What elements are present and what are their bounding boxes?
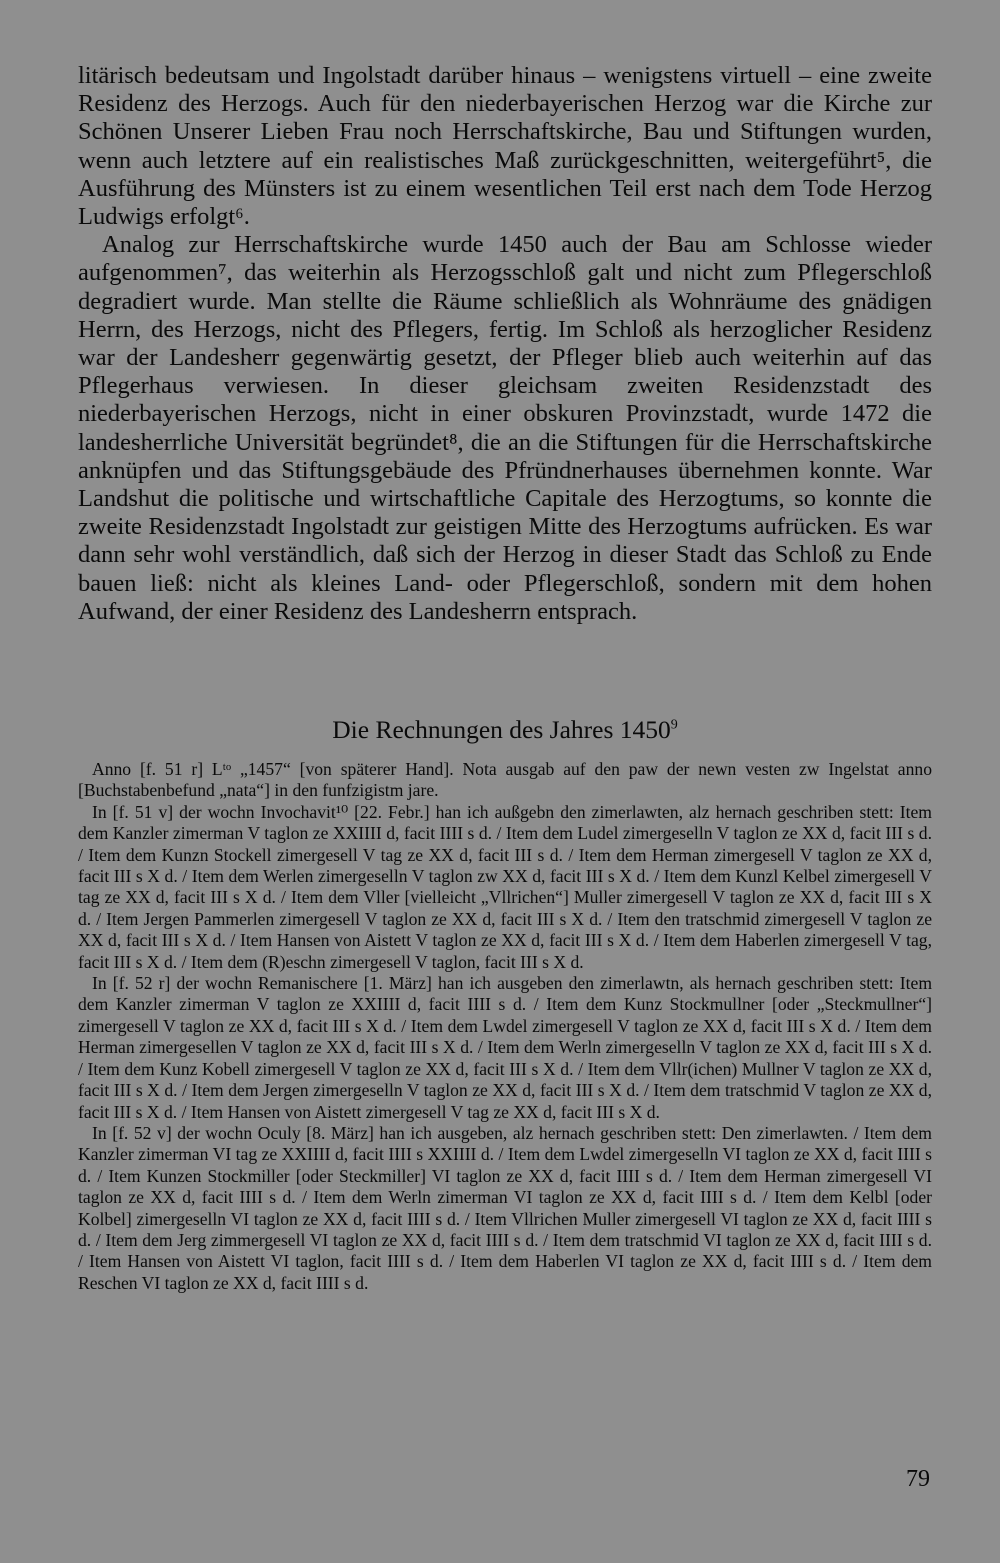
body-paragraph: litärisch bedeutsam und Ingolstadt darüber hinaus – wenigstens virtuell – eine zweite Residenz des Herzogs. Auch für den niederbayerischen Herzog war die Kirche zur Schönen Unserer Lieben Frau noch Herrschaftskirche, Bau und Stiftungen wurden, wenn auch letztere auf ein realistisches Maß zurückgeschnitten, weitergeführt⁵, die Ausführung des Münsters ist zu einem wesentlichen Teil erst nach dem Tode Herzog Ludwigs erfolgt⁶. bbox=[78, 62, 932, 231]
transcription-paragraph: In [f. 52 r] der wochn Remanischere [1. März] han ich ausgeben den zimerlawtn, als hernach geschriben stett: Item dem Kanzler zimerman V taglon ze XXIIII d, facit IIII s d. / Item dem Kunz Stockmullner [oder „Steckmullner“] zimergesell V taglon ze XX d, facit III s X d. / Item dem Lwdel zimergesell V taglon ze XX d, facit III s X d. / Item dem Herman zimergesellen V taglon ze XX d, facit III s X d. / Item dem Werln zimergeselln V taglon ze XX d, facit III s X d. / Item dem Kunz Kobell zimergesell V taglon ze XX d, facit III s X d. / Item dem Vllr(ichen) Mullner V taglon ze XX d, facit III s X d. / Item dem Jergen zimergeselln V taglon ze XX d, facit III s X d. / Item dem tratschmid V taglon ze XX d, facit III s X d. / Item Hansen von Aistett zimergesell V tag ze XX d, facit III s X d. bbox=[78, 973, 932, 1122]
body-text bbox=[78, 62, 932, 626]
transcription-paragraph: In [f. 51 v] der wochn Invochavit¹⁰ [22. Febr.] han ich außgebn den zimerlawten, alz hernach geschriben stett: Item dem Kanzler zimerman V taglon ze XXIIII d, facit IIII s d. / Item dem Ludel zimergeselln V taglon ze XX d, facit III s d. / Item dem Kunzn Stockell zimergesell V tag ze XX d, facit III s d. / Item dem Herman zimergesell V taglon ze XX d, facit III s X d. / Item dem Werlen zimergeselln V taglon zw XX d, facit III s X d. / Item dem Kunzl Kelbel zimergesell V tag ze XX d, facit III s X d. / Item dem Vller [vielleicht „Vllrichen“] Muller zimergesell V taglon ze XX d, facit III s X d. / Item Jergen Pammerlen zimergesell V taglon ze XX d, facit III s X d. / Item den tratschmid zimergesell V taglon ze XX d, facit III s X d. / Item Hansen von Aistett V taglon ze XX d, facit III s X d. / Item dem Haberlen zimergesell V tag, facit III s X d. / Item dem (R)eschn zimergesell V taglon, facit III s X d. bbox=[78, 801, 932, 972]
transcription-paragraph: In [f. 52 v] der wochn Oculy [8. März] han ich ausgeben, alz hernach geschriben stett: Den zimerlawten. / Item dem Kanzler zimerman VI tag ze XXIIII d, facit IIII s XXIIII d. / Item dem Lwdel zimergeselln VI taglon ze XX d, facit IIII s d. / Item Kunzen Stockmiller [oder Steckmiller] VI taglon ze XX d, facit IIII s d. / Item dem Herman zimergesell VI taglon ze XX d, facit IIII s d. / Item dem Werln zimerman VI taglon ze XX d, facit IIII s d. / Item dem Kelbl [oder Kolbel] zimergeselln VI taglon ze XX d, facit IIII s d. / Item Vllrichen Muller zimergesell VI taglon ze XX d, facit IIII s d. / Item dem Jerg zimmergesell VI taglon ze XX d, facit IIII s d. / Item dem tratschmid VI taglon ze XX d, facit IIII s d. / Item Hansen von Aistett VI taglon, facit IIII s d. / Item dem Haberlen VI taglon ze XX d, facit IIII s d. / Item dem Reschen VI taglon ze XX d, facit IIII s d. bbox=[78, 1122, 932, 1293]
heading-footnote-mark: 9 bbox=[670, 717, 678, 733]
page-number: 79 bbox=[906, 1466, 930, 1492]
section-heading bbox=[78, 714, 932, 746]
transcription-block bbox=[78, 759, 932, 1294]
body-paragraph: Analog zur Herrschaftskirche wurde 1450 auch der Bau am Schlosse wieder aufgenommen⁷, das weiterhin als Herzogsschloß galt und nicht zum Pflegerschloß degradiert wurde. Man stellte die Räume schließlich als Wohnräume des gnädigen Herrn, des Herzogs, nicht des Pflegers, fertig. Im Schloß als herzoglicher Residenz war der Landesherr gegenwärtig gesetzt, der Pfleger blieb auch weiterhin auf das Pflegerhaus verwiesen. In dieser gleichsam zweiten Residenzstadt des niederbayerischen Herzogs, nicht in einer obskuren Provinzstadt, wurde 1472 die landesherrliche Universität begründet⁸, die an die Stiftungen für die Herrschaftskirche anknüpfen und das Stiftungsgebäude des Pfründnerhauses übernehmen konnte. War Landshut die politische und wirtschaftliche Capitale des Herzogtums, so konnte die zweite Residenzstadt Ingolstadt zur geistigen Mitte des Herzogtums aufrücken. Es war dann sehr wohl verständlich, daß sich der Herzog in dieser Stadt das Schloß zu Ende bauen ließ: nicht als kleines Land- oder Pflegerschloß, sondern mit dem hohen Aufwand, der einer Residenz des Landesherrn entsprach. bbox=[78, 231, 932, 625]
transcription-paragraph: Anno [f. 51 r] Lᵗᵒ „1457“ [von späterer Hand]. Nota ausgab auf den paw der newn vesten zw Ingelstat anno [Buchstabenbefund „nata“] in den funfzigistm jare. bbox=[78, 759, 932, 801]
heading-text: Die Rechnungen des Jahres 1450 bbox=[332, 715, 671, 744]
